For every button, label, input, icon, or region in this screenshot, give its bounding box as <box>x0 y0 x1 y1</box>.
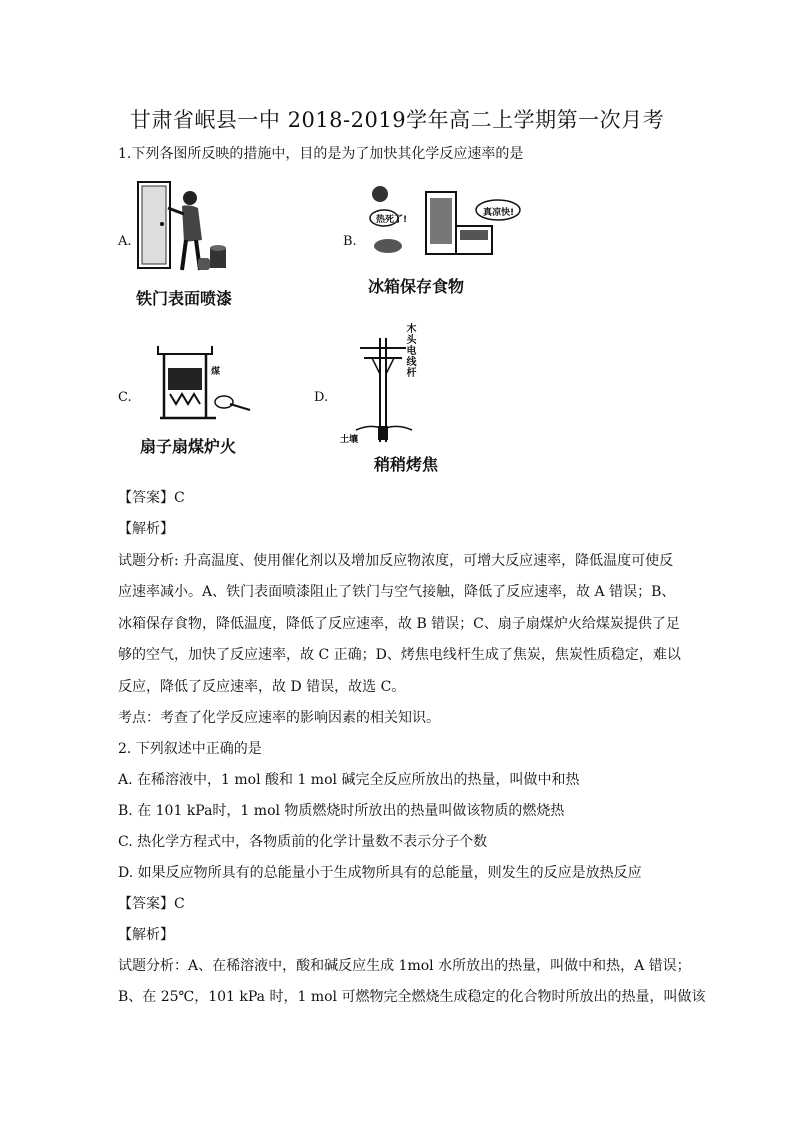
bubble-hot-label: 热死了! <box>376 215 408 225</box>
coal-label: 煤 <box>211 367 221 377</box>
q1-option-a-caption: 铁门表面喷漆 <box>136 289 233 308</box>
bubble-cool-label: 真凉快! <box>483 208 515 218</box>
q1-analysis-line: 够的空气，加快了反应速率，故 C 正确；D、烤焦电线杆生成了焦炭，焦炭性质稳定，难以 <box>118 647 681 663</box>
q1-option-b-caption: 冰箱保存食物 <box>368 277 465 296</box>
soil-label: 土壤 <box>340 435 359 445</box>
q1-analysis-head: 【解析】 <box>118 521 174 537</box>
q2-option-c: C. 热化学方程式中，各物质前的化学计量数不表示分子个数 <box>118 834 488 850</box>
q2-option-b: B. 在 101 kPa时，1 mol 物质燃烧时所放出的热量叫做该物质的燃烧热 <box>118 803 565 819</box>
q1-analysis-line: 试题分析: 升高温度、使用催化剂以及增加反应物浓度，可增大反应速率，降低温度可使反 <box>118 553 674 569</box>
pole-label: 木头电线杆 <box>406 324 417 379</box>
q1-analysis-line: 应速率减小。A、铁门表面喷漆阻止了铁门与空气接触，降低了反应速率，故 A 错误；B、 <box>118 584 676 600</box>
q1-analysis-line: 反应，降低了反应速率，故 D 错误，故选 C。 <box>118 679 406 695</box>
q1-option-c-caption: 扇子扇煤炉火 <box>140 437 237 456</box>
q1-option-c-letter: C. <box>118 390 132 405</box>
figure-iron-door-painting <box>132 178 242 278</box>
q1-stem: 1.下列各图所反映的措施中，目的是为了加快其化学反应速率的是 <box>118 146 524 162</box>
q1-analysis-line: 冰箱保存食物，降低温度，降低了反应速率，故 B 错误；C、扇子扇煤炉火给煤炭提供了足 <box>118 616 680 632</box>
q2-option-d: D. 如果反应物所具有的总能量小于生成物所具有的总能量，则发生的反应是放热反应 <box>118 865 642 881</box>
figure-coal-stove-fan <box>150 340 260 424</box>
q2-analysis-line: B、在 25℃，101 kPa 时，1 mol 可燃物完全燃烧生成稳定的化合物时所放出的热量，叫做该 <box>118 989 706 1005</box>
q2-stem: 2. 下列叙述中正确的是 <box>118 741 262 757</box>
q1-option-a-letter: A. <box>118 234 132 249</box>
q2-option-a: A. 在稀溶液中，1 mol 酸和 1 mol 碱完全反应所放出的热量，叫做中和热 <box>118 772 580 788</box>
q2-answer: 【答案】C <box>118 896 185 912</box>
q1-option-b-letter: B. <box>343 234 357 249</box>
q1-option-d-caption: 稍稍烤焦 <box>374 455 439 474</box>
q1-answer: 【答案】C <box>118 490 185 506</box>
q2-analysis-head: 【解析】 <box>118 927 174 943</box>
page-title: 甘肃省岷县一中 2018-2019学年高二上学期第一次月考 <box>129 108 665 132</box>
q1-point: 考点：考查了化学反应速率的影响因素的相关知识。 <box>118 710 440 726</box>
q1-option-d-letter: D. <box>314 390 329 405</box>
q2-analysis-line: 试题分析：A、在稀溶液中，酸和碱反应生成 1mol 水所放出的热量，叫做中和热，A 错误； <box>118 958 691 974</box>
